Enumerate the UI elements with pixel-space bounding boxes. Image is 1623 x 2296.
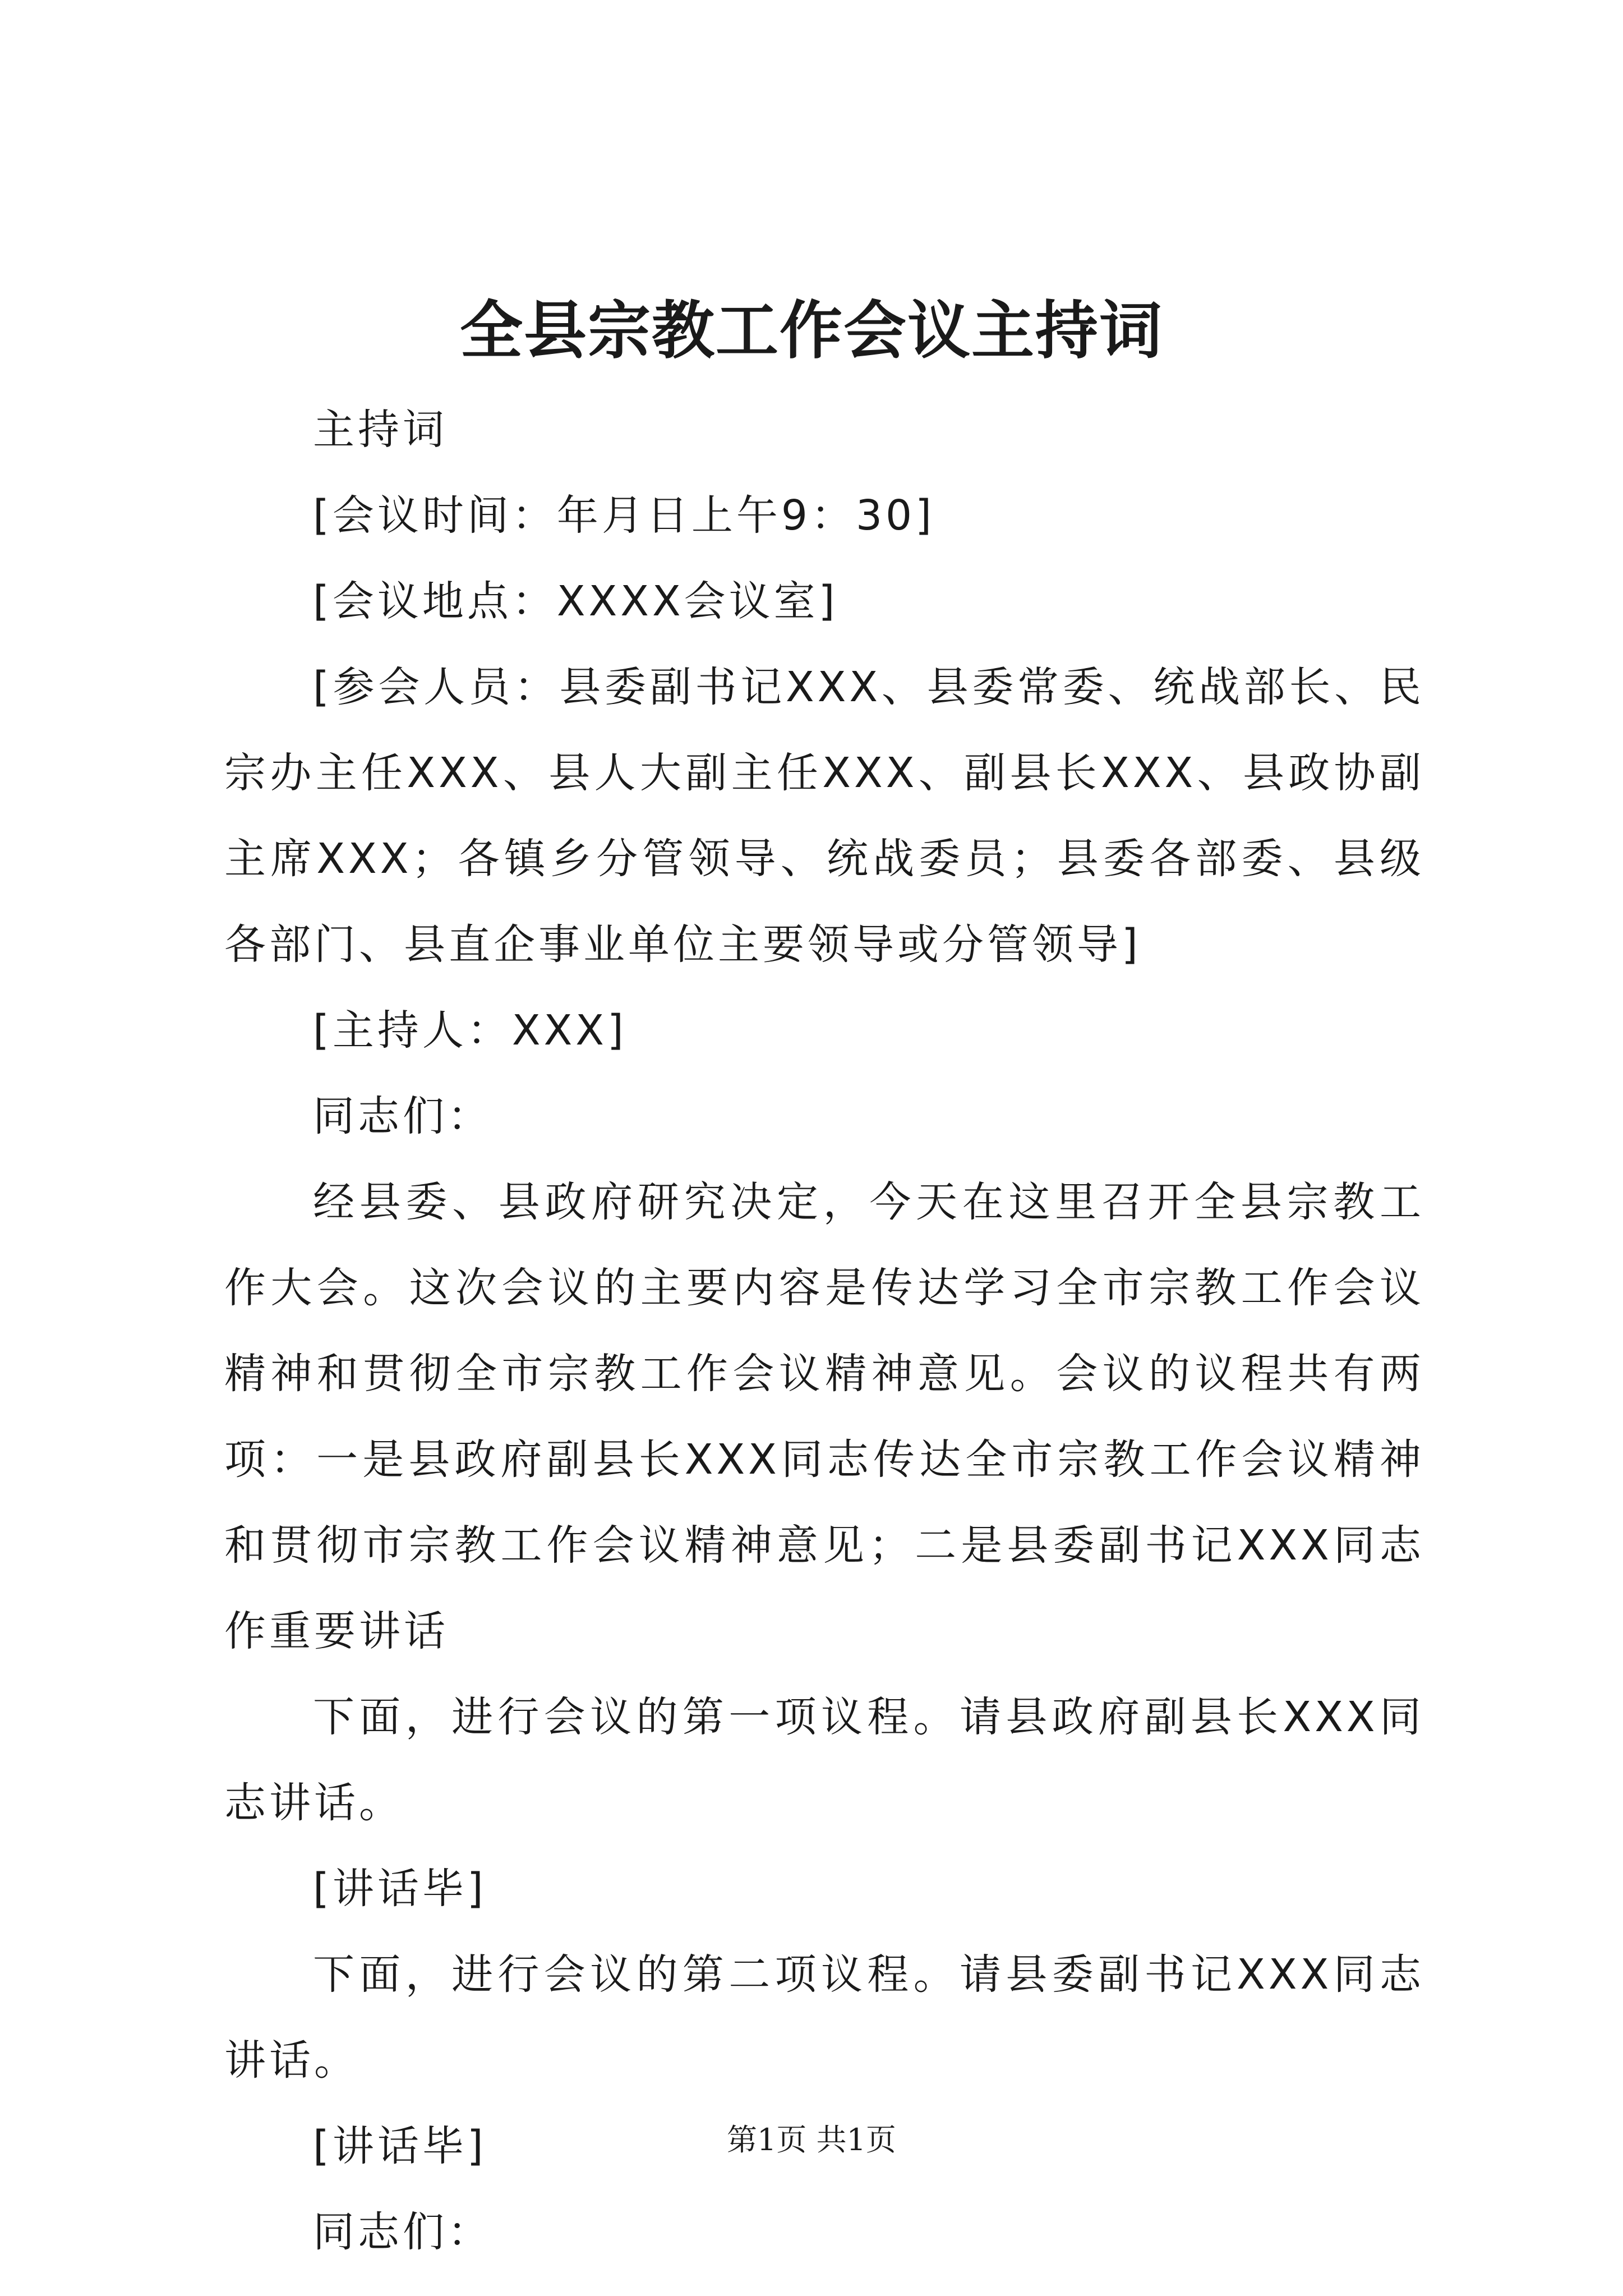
page-number-footer: 第1页 共1页	[727, 2122, 896, 2157]
paragraph-meeting-location: [会议地点：XXXX会议室]	[313, 577, 838, 625]
paragraph-host: [主持人：XXX]	[313, 1006, 627, 1055]
paragraph-meeting-time: [会议时间：年月日上午9：30]	[313, 491, 935, 540]
paragraph-speech-end-2: [讲话毕]	[313, 2122, 487, 2170]
document-title: 全县宗教工作会议主持词	[460, 294, 1163, 367]
paragraph-closing-greeting: 同志们：	[313, 2208, 492, 2256]
paragraph-attendees: [参会人员：县委副书记XXX、县委常委、统战部长、民宗办主任XXX、县人大副主任XXX、副县长XXX、县政协副主席XXX；各镇乡分管领导、统战委员；县委各部委、县级各部门、县直企事业单位主要领导或分管领导]	[224, 663, 1424, 969]
paragraph-introduction: 经县委、县政府研究决定，今天在这里召开全县宗教工作大会。这次会议的主要内容是传达学习全市宗教工作会议精神和贯彻全市宗教工作会议精神意见。会议的议程共有两项：一是县政府副县长XXX同志传达全市宗教工作会议精神和贯彻市宗教工作会议精神意见；二是县委副书记XXX同志作重要讲话	[224, 1178, 1424, 1655]
paragraph-second-agenda: 下面，进行会议的第二项议程。请县委副书记XXX同志讲话。	[224, 1950, 1424, 2085]
paragraph-speech-end-1: [讲话毕]	[313, 1865, 487, 1913]
document-body	[224, 387, 1424, 2275]
paragraph-greeting: 同志们：	[313, 1092, 492, 1140]
paragraph-first-agenda: 下面，进行会议的第一项议程。请县政府副县长XXX同志讲话。	[224, 1693, 1424, 1827]
paragraph-heading: 主持词	[313, 406, 448, 454]
